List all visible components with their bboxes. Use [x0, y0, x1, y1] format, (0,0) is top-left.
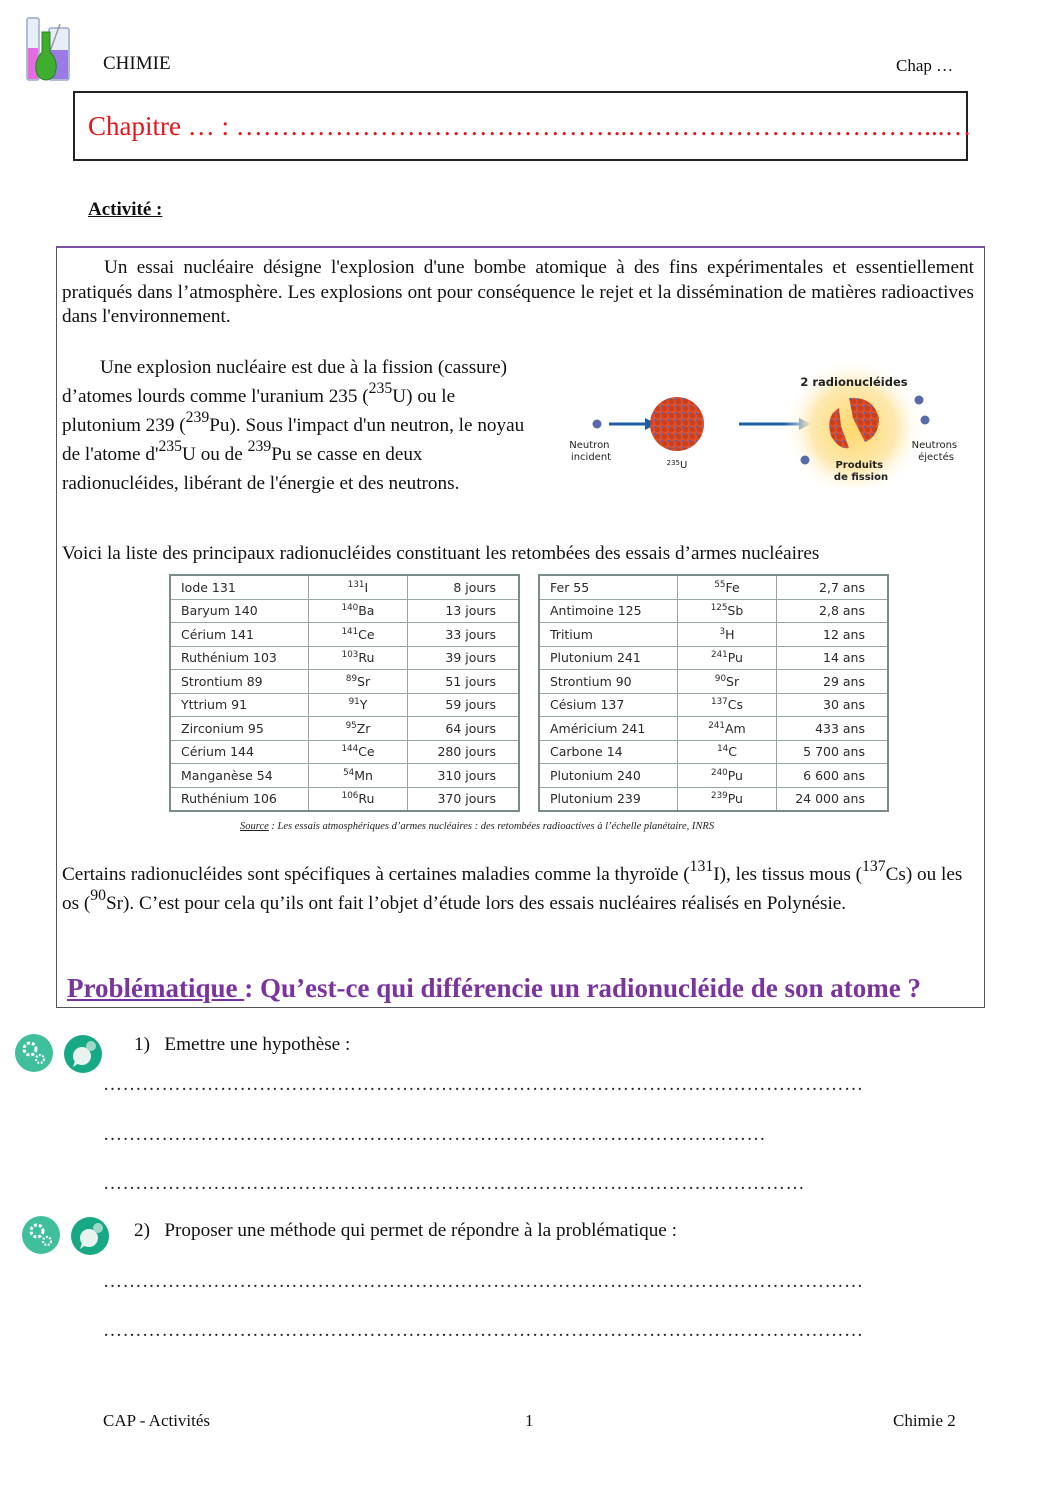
- nuclide-name: Zirconium 95: [170, 717, 309, 741]
- table-row: [539, 693, 888, 717]
- activity-heading: Activité :: [88, 199, 163, 220]
- problem-statement: Problématique : Qu’est-ce qui différencie un radionucléide de son atome ?: [67, 973, 921, 1003]
- list-intro: Voici la liste des principaux radionucléides constituant les retombées des essais d’armes nucléaires: [62, 543, 820, 564]
- nuclide-symbol: $^{106}$Ru: [309, 787, 408, 811]
- answer-line-1-1[interactable]: ………………………………………………………………………………………………………: [103, 1074, 864, 1095]
- table-row: [170, 740, 519, 764]
- table-row: [170, 646, 519, 670]
- nuclide-symbol: $^{95}$Zr: [309, 717, 408, 741]
- question-1: 1) Emettre une hypothèse :: [134, 1034, 351, 1055]
- table-row: [170, 693, 519, 717]
- speech-bubble-icon: [64, 1035, 102, 1073]
- speech-bubble-icon: [71, 1217, 109, 1255]
- nuclide-name: Strontium 90: [539, 670, 678, 694]
- nuclide-symbol: $^{241}$Pu: [678, 646, 777, 670]
- svg-text:Produits de fission: Produits de fission: [833, 460, 889, 483]
- table-row: [170, 670, 519, 694]
- chemistry-glassware-logo: [24, 16, 92, 84]
- chapter-ref: Chap …: [896, 56, 954, 75]
- activity-frame: [56, 246, 985, 1008]
- nuclide-name: Tritium: [539, 623, 678, 647]
- gears-icon: [15, 1034, 53, 1072]
- table-row: [539, 740, 888, 764]
- nuclide-name: Baryum 140: [170, 599, 309, 623]
- nuclide-name: Yttrium 91: [170, 693, 309, 717]
- half-life: 2,7 ans: [777, 575, 889, 599]
- nuclide-symbol: $^{54}$Mn: [309, 764, 408, 788]
- nuclide-symbol: $^{240}$Pu: [678, 764, 777, 788]
- incident-neutron: [593, 420, 602, 429]
- ejected-neutron-2: [921, 416, 930, 425]
- footer-right: Chimie 2: [893, 1411, 956, 1430]
- nuclide-name: Cérium 141: [170, 623, 309, 647]
- half-life: 12 ans: [777, 623, 889, 647]
- half-life: 6 600 ans: [777, 764, 889, 788]
- nuclide-name: Américium 241: [539, 717, 678, 741]
- nuclide-name: Cérium 144: [170, 740, 309, 764]
- nuclide-name: Carbone 14: [539, 740, 678, 764]
- half-life: 59 jours: [408, 693, 520, 717]
- table-row: [539, 623, 888, 647]
- nuclide-symbol: $^{91}$Y: [309, 693, 408, 717]
- nuclide-name: Fer 55: [539, 575, 678, 599]
- nuclide-symbol: $^{241}$Am: [678, 717, 777, 741]
- table-row: [539, 787, 888, 811]
- answer-line-2-1[interactable]: ………………………………………………………………………………………………………: [103, 1271, 864, 1292]
- nuclide-symbol: $^{125}$Sb: [678, 599, 777, 623]
- nuclide-symbol: $^{141}$Ce: [309, 623, 408, 647]
- table-row: [170, 599, 519, 623]
- chapter-title: Chapitre … : ……………………………………..……………………………...…: [88, 111, 972, 141]
- nuclide-symbol: $^{55}$Fe: [678, 575, 777, 599]
- nuclide-name: Plutonium 240: [539, 764, 678, 788]
- nuclide-symbol: $^{14}$C: [678, 740, 777, 764]
- nuclide-name: Ruthénium 103: [170, 646, 309, 670]
- radionuclide-table-left: [169, 574, 520, 812]
- nuclide-symbol: $^{90}$Sr: [678, 670, 777, 694]
- table-row: [539, 599, 888, 623]
- half-life: 29 ans: [777, 670, 889, 694]
- table-row: [539, 764, 888, 788]
- chapter-title-box: [73, 91, 972, 161]
- diagram-title: 2 radionucléides: [800, 375, 908, 389]
- half-life: 433 ans: [777, 717, 889, 741]
- intro-paragraph: Un essai nucléaire désigne l'explosion d'une bombe atomique à des fins expérimentales et essentiellement pratiqués dans l’atmosphère. Les explosions ont pour conséquence le rejet et la dissémination de matières radioactives dans l'environnement.: [62, 257, 974, 327]
- nuclide-symbol: $^{103}$Ru: [309, 646, 408, 670]
- ejected-neutron-1: [915, 396, 924, 405]
- table-row: [170, 787, 519, 811]
- table-row: [170, 575, 519, 599]
- nuclide-name: Strontium 89: [170, 670, 309, 694]
- half-life: 2,8 ans: [777, 599, 889, 623]
- half-life: 14 ans: [777, 646, 889, 670]
- half-life: 39 jours: [408, 646, 520, 670]
- half-life: 310 jours: [408, 764, 520, 788]
- nuclide-symbol: $^{137}$Cs: [678, 693, 777, 717]
- table-row: [539, 717, 888, 741]
- diseases-paragraph: Certains radionucléides sont spécifiques à certaines maladies comme la thyroïde ($^{131}$I), les tissus mous ($^{137}$Cs) ou les os ($^{90}$Sr). C’est pour cela qu’ils ont fait l’objet d’étude lors des essais nucléaires réalisés en Polynésie.: [62, 858, 963, 914]
- radionuclide-table-right: [538, 574, 889, 812]
- half-life: 64 jours: [408, 717, 520, 741]
- nuclide-symbol: $^{89}$Sr: [309, 670, 408, 694]
- table-row: [170, 764, 519, 788]
- footer-left: CAP - Activités: [103, 1411, 211, 1430]
- nuclide-name: Manganèse 54: [170, 764, 309, 788]
- half-life: 5 700 ans: [777, 740, 889, 764]
- gears-icon: [22, 1216, 60, 1254]
- half-life: 24 000 ans: [777, 787, 889, 811]
- nuclide-name: Plutonium 239: [539, 787, 678, 811]
- half-life: 13 jours: [408, 599, 520, 623]
- table-row: [539, 670, 888, 694]
- question-2: 2) Proposer une méthode qui permet de répondre à la problématique :: [134, 1220, 677, 1241]
- half-life: 280 jours: [408, 740, 520, 764]
- uranium-nucleus: [650, 397, 704, 451]
- source-citation: Source : Les essais atmosphériques d’armes nucléaires : des retombées radioactives à l’échelle planétaire, INRS: [240, 821, 715, 832]
- svg-text:Neutron incident: Neutron incident: [569, 440, 612, 463]
- half-life: 51 jours: [408, 670, 520, 694]
- table-row: [170, 717, 519, 741]
- table-row: [539, 575, 888, 599]
- svg-text:Neutrons éjectés: Neutrons éjectés: [911, 440, 958, 463]
- half-life: 33 jours: [408, 623, 520, 647]
- half-life: 370 jours: [408, 787, 520, 811]
- answer-line-2-2[interactable]: ………………………………………………………………………………………………………: [103, 1320, 864, 1341]
- nuclide-symbol: $^{239}$Pu: [678, 787, 777, 811]
- nuclide-name: Iode 131: [170, 575, 309, 599]
- half-life: 30 ans: [777, 693, 889, 717]
- nuclide-name: Césium 137: [539, 693, 678, 717]
- subject-label: CHIMIE: [103, 53, 171, 74]
- half-life: 8 jours: [408, 575, 520, 599]
- answer-line-1-3[interactable]: ………………………………………………………………………………………………: [103, 1173, 805, 1194]
- page-number: 1: [525, 1411, 534, 1430]
- table-row: [170, 623, 519, 647]
- nuclide-symbol: $^{140}$Ba: [309, 599, 408, 623]
- answer-line-1-2[interactable]: …………………………………………………………………………………………: [103, 1124, 766, 1145]
- nuclide-symbol: $^{131}$I: [309, 575, 408, 599]
- nuclide-symbol: $^3$H: [678, 623, 777, 647]
- nuclide-name: Ruthénium 106: [170, 787, 309, 811]
- fission-paragraph: Une explosion nucléaire est due à la fission (cassure) d’atomes lourds comme l'uranium 235 ($^{235}$U) ou le plutonium 239 ($^{239}$Pu). Sous l'impact d'un neutron, le noyau de l'atome $d'^{235}U$ ou de $^{239}$Pu se casse en deux radionucléides, libérant de l'énergie et des neutrons.: [62, 357, 525, 494]
- fission-diagram: [549, 356, 979, 488]
- nuclide-symbol: $^{144}$Ce: [309, 740, 408, 764]
- table-row: [539, 646, 888, 670]
- nuclide-name: Plutonium 241: [539, 646, 678, 670]
- svg-text:235U: $^{235}$U: [666, 459, 688, 471]
- ejected-neutron-3: [801, 456, 810, 465]
- nuclide-name: Antimoine 125: [539, 599, 678, 623]
